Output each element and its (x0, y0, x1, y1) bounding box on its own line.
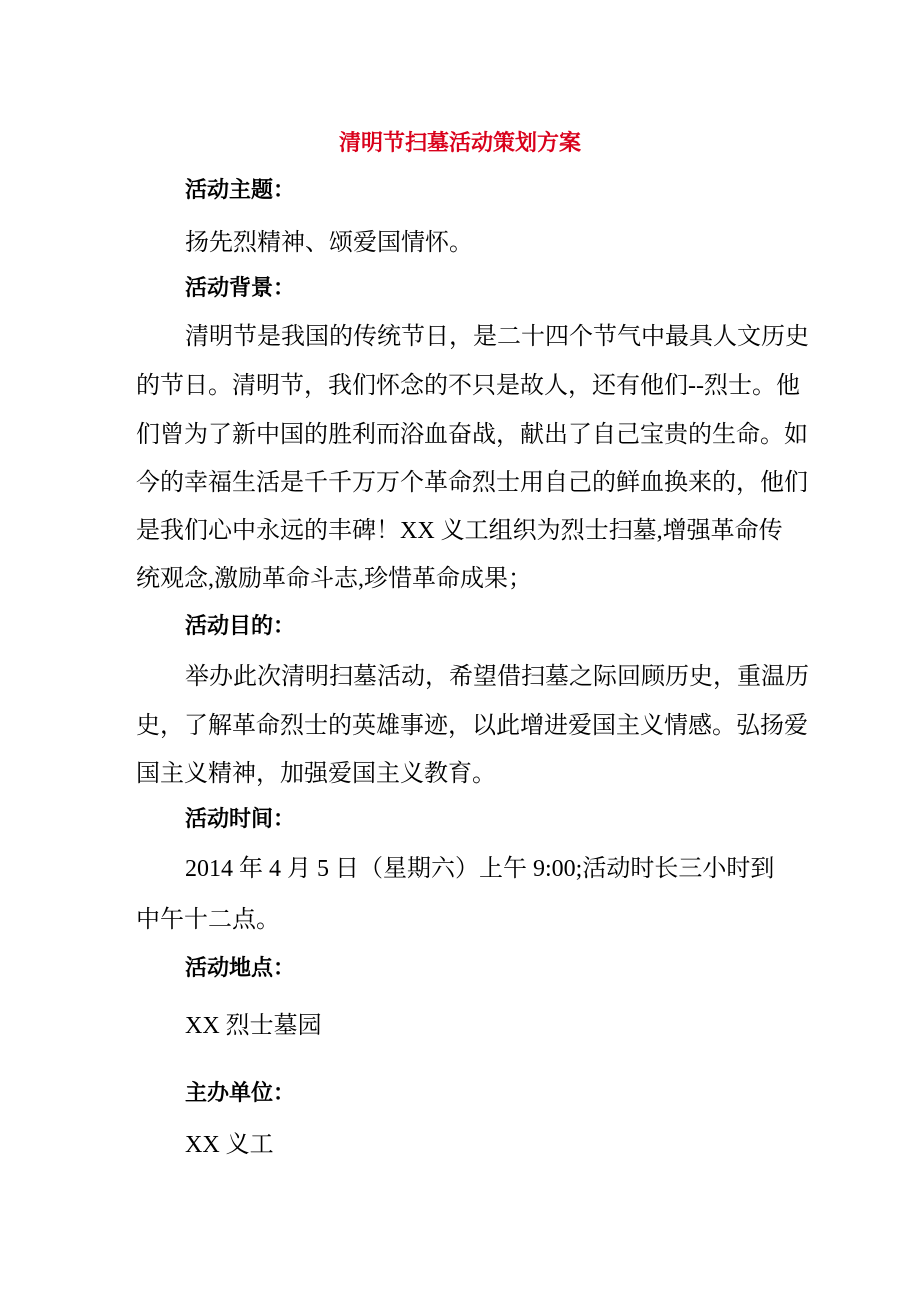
purpose-line: 举办此次清明扫墓活动，希望借扫墓之际回顾历史，重温历 (185, 662, 809, 690)
background-heading: 活动背景： (185, 276, 296, 301)
location-heading: 活动地点： (185, 956, 296, 981)
time-line: 中午十二点。 (136, 905, 280, 933)
document-title: 清明节扫墓活动策划方案 (338, 131, 581, 156)
background-line: 是我们心中永远的丰碑！XX 义工组织为烈士扫墓,增强革命传 (136, 518, 783, 544)
background-line: 的节日。清明节，我们怀念的不只是故人，还有他们--烈士。他 (136, 373, 800, 399)
location-text: XX 烈士墓园 (185, 1013, 322, 1039)
organizer-text: XX 义工 (185, 1132, 274, 1158)
time-line: 2014 年 4 月 5 日（星期六）上午 9:00;活动时长三小时到 (185, 856, 775, 882)
organizer-heading: 主办单位： (185, 1081, 296, 1106)
background-line: 们曾为了新中国的胜利而浴血奋战，献出了自己宝贵的生命。如 (136, 422, 808, 448)
purpose-heading: 活动目的： (185, 614, 296, 639)
background-line: 统观念,激励革命斗志,珍惜革命成果； (136, 566, 532, 592)
theme-text: 扬先烈精神、颂爱国情怀。 (185, 228, 473, 256)
purpose-line: 国主义精神，加强爱国主义教育。 (136, 759, 496, 787)
background-line: 清明节是我国的传统节日，是二十四个节气中最具人文历史 (185, 324, 809, 350)
background-line: 今的幸福生活是千千万万个革命烈士用自己的鲜血换来的，他们 (136, 470, 808, 496)
purpose-line: 史，了解革命烈士的英雄事迹，以此增进爱国主义情感。弘扬爱 (136, 711, 808, 739)
theme-heading: 活动主题： (185, 178, 296, 203)
time-heading: 活动时间： (185, 807, 296, 832)
